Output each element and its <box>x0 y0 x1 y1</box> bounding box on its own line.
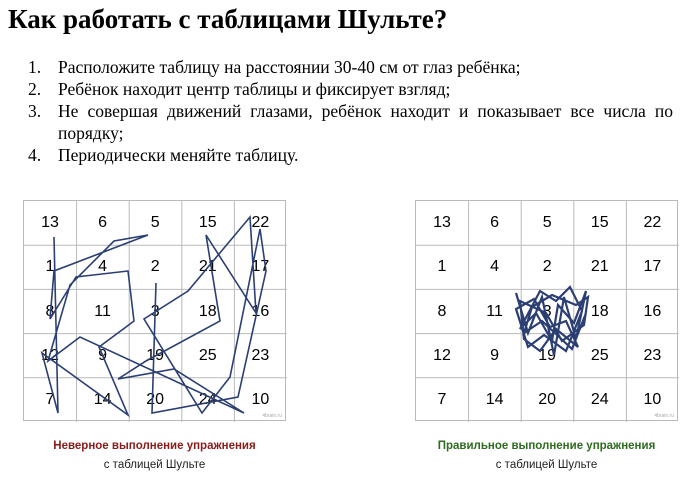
table-cell-number: 6 <box>490 214 500 232</box>
table-cell-number: 1 <box>45 258 55 276</box>
table-cell-number: 9 <box>490 346 500 364</box>
table-cell-number: 5 <box>150 214 160 232</box>
table-cell-number: 20 <box>146 390 165 408</box>
table-cell-number: 17 <box>251 258 270 276</box>
table-cell-number: 18 <box>198 302 217 320</box>
table-cell-number: 22 <box>643 214 662 232</box>
table-cell-number: 3 <box>542 302 552 320</box>
table-cell-number: 8 <box>45 302 55 320</box>
instruction-text: Расположите таблицу на расстоянии 30-40 см от глаз ребёнка; <box>58 57 521 77</box>
caption-wrong-sub: с таблицей Шульте <box>103 459 206 471</box>
table-cell-number: 22 <box>251 214 270 232</box>
table-cell-number: 4 <box>490 258 500 276</box>
table-cell-number: 14 <box>93 390 112 408</box>
table-cell-number: 12 <box>433 346 451 364</box>
table-cell-number: 23 <box>643 346 662 364</box>
table-cell-number: 25 <box>590 346 609 364</box>
instruction-text: Ребёнок находит центр таблицы и фиксирует взгляд; <box>58 79 451 99</box>
eye-movement-line <box>516 287 588 355</box>
table-cell-number: 10 <box>643 390 662 408</box>
wrong-example-panel <box>23 200 286 471</box>
table-cell-number: 15 <box>198 214 217 232</box>
instruction-number: 1. <box>28 57 42 77</box>
table-cell-number: 20 <box>538 390 557 408</box>
table-cell-number: 18 <box>590 302 609 320</box>
caption-wrong: Неверное выполнение упражнения <box>53 440 256 452</box>
table-cell-number: 25 <box>198 346 217 364</box>
table-cell-number: 6 <box>98 214 108 232</box>
caption-correct-sub: с таблицей Шульте <box>495 459 598 471</box>
eye-path-centered <box>416 201 679 422</box>
table-cell-number: 3 <box>150 302 160 320</box>
instruction-item <box>28 100 673 144</box>
instruction-number: 4. <box>28 145 42 165</box>
correct-example-panel <box>415 200 678 471</box>
instruction-item <box>28 78 673 100</box>
table-cell-number: 2 <box>542 258 552 276</box>
table-cell-number: 1 <box>437 258 447 276</box>
instruction-text: Периодически меняйте таблицу. <box>58 145 299 165</box>
table-cell-number: 14 <box>485 390 504 408</box>
table-cell-number: 19 <box>146 346 165 364</box>
table-cell-number: 17 <box>643 258 662 276</box>
table-cell-number: 7 <box>437 390 447 408</box>
table-cell-number: 11 <box>486 302 503 320</box>
caption-correct: Правильное выполнение упражнения <box>437 440 656 452</box>
table-cell-number: 4 <box>98 258 108 276</box>
table-cell-number: 13 <box>433 214 451 232</box>
schulte-table-correct <box>415 200 678 421</box>
watermark: 4brain.ru <box>654 413 674 419</box>
instruction-list <box>28 56 673 166</box>
instruction-text: Не совершая движений глазами, ребёнок находит и показывает все числа по порядку; <box>58 101 673 143</box>
table-cell-number: 24 <box>198 390 217 408</box>
watermark: 4brain.ru <box>262 413 282 419</box>
instruction-item <box>28 56 673 78</box>
table-cell-number: 5 <box>542 214 552 232</box>
schulte-table-wrong <box>23 200 286 421</box>
table-cell-number: 16 <box>251 302 270 320</box>
table-cell-number: 21 <box>198 258 217 276</box>
instruction-number: 2. <box>28 79 42 99</box>
instruction-number: 3. <box>28 101 42 121</box>
table-cell-number: 15 <box>590 214 609 232</box>
table-cell-number: 8 <box>437 302 447 320</box>
eye-path-scattered <box>24 201 287 422</box>
table-cell-number: 9 <box>98 346 108 364</box>
eye-movement-line <box>42 217 266 415</box>
table-cell-number: 16 <box>643 302 662 320</box>
table-cell-number: 19 <box>538 346 557 364</box>
page-title: Как работать с таблицами Шульте? <box>8 4 448 34</box>
table-cell-number: 12 <box>41 346 59 364</box>
table-cell-number: 21 <box>590 258 609 276</box>
table-cell-number: 24 <box>590 390 609 408</box>
table-cell-number: 10 <box>251 390 270 408</box>
table-cell-number: 11 <box>94 302 111 320</box>
table-cell-number: 23 <box>251 346 270 364</box>
table-cell-number: 2 <box>150 258 160 276</box>
table-cell-number: 7 <box>45 390 55 408</box>
instruction-item <box>28 144 673 166</box>
table-cell-number: 13 <box>41 214 59 232</box>
